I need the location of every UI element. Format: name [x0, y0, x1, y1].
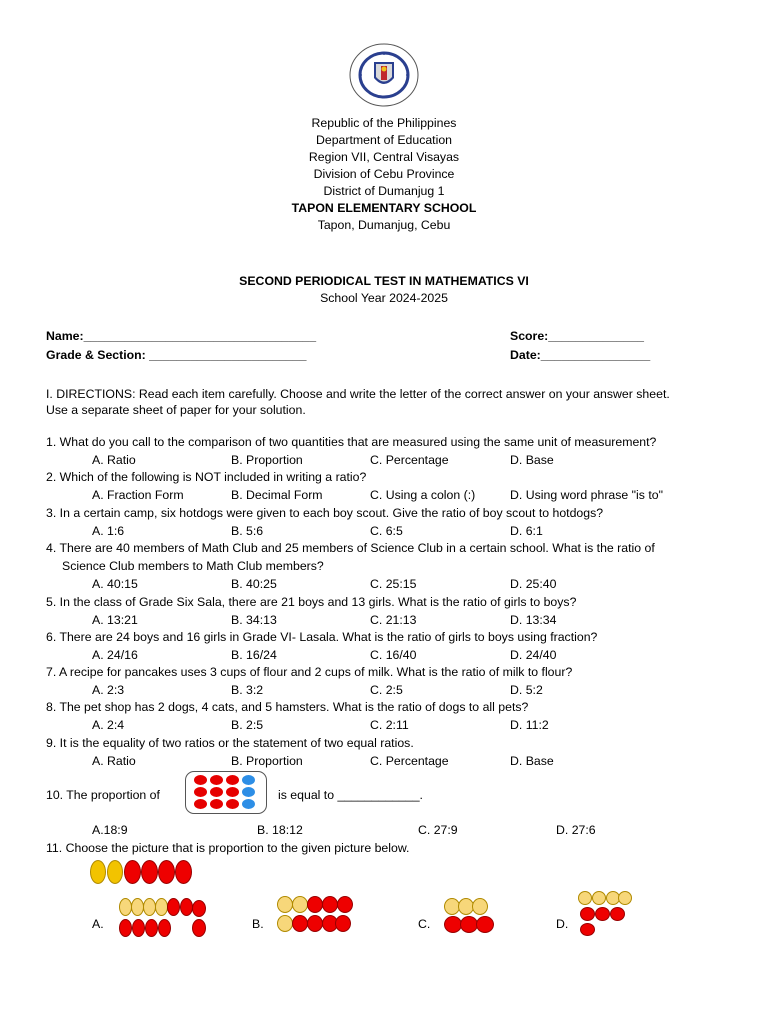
q8-option-c[interactable]: C. 2:11 — [370, 718, 409, 732]
date-field[interactable]: Date:________________ — [510, 348, 651, 362]
question-4: 4. There are 40 members of Math Club and 25 members of Science Club in a certain school. What is the ratio of — [46, 541, 655, 555]
grade-section-field[interactable]: Grade & Section: _______________________ — [46, 348, 307, 362]
score-field[interactable]: Score:______________ — [510, 329, 645, 343]
red-oval — [322, 896, 338, 913]
q5-option-a[interactable]: A. 13:21 — [92, 613, 138, 627]
q5-option-b[interactable]: B. 34:13 — [231, 613, 277, 627]
q11-option-c[interactable]: C. — [418, 917, 431, 931]
test-title: SECOND PERIODICAL TEST IN MATHEMATICS VI — [239, 274, 529, 288]
q1-option-c[interactable]: C. Percentage — [370, 453, 449, 467]
q2-option-c[interactable]: C. Using a colon (:) — [370, 488, 476, 502]
blue-dot — [242, 775, 255, 785]
red-oval — [580, 923, 595, 936]
q11-question: 11. Choose the picture that is proportion to the given picture below. — [46, 841, 410, 855]
red-oval — [192, 919, 206, 937]
question-1: 1. What do you call to the comparison of two quantities that are measured using the same unit of measurement? — [46, 435, 657, 449]
q11-option-b[interactable]: B. — [252, 917, 264, 931]
red-dot — [226, 799, 239, 809]
red-oval — [610, 907, 625, 921]
q11-option-a[interactable]: A. — [92, 917, 104, 931]
q10-suffix: is equal to ____________. — [278, 788, 423, 802]
question-8: 8. The pet shop has 2 dogs, 4 cats, and 5 hamsters. What is the ratio of dogs to all pets? — [46, 700, 529, 714]
yellow-oval — [107, 860, 123, 884]
q6-option-a[interactable]: A. 24/16 — [92, 648, 138, 662]
red-dot — [226, 775, 239, 785]
q9-option-d[interactable]: D. Base — [510, 754, 554, 768]
red-oval — [145, 919, 158, 937]
q9-option-b[interactable]: B. Proportion — [231, 754, 303, 768]
q2-option-d[interactable]: D. Using word phrase "is to" — [510, 488, 663, 502]
q3-option-d[interactable]: D. 6:1 — [510, 524, 543, 538]
red-oval — [167, 898, 180, 916]
red-dot — [210, 787, 223, 797]
q5-option-c[interactable]: C. 21:13 — [370, 613, 417, 627]
q2-option-a[interactable]: A. Fraction Form — [92, 488, 184, 502]
question-2: 2. Which of the following is NOT included in writing a ratio? — [46, 470, 367, 484]
header-block — [0, 115, 768, 234]
q8-option-a[interactable]: A. 2:4 — [92, 718, 125, 732]
q10-prefix: 10. The proportion of — [46, 788, 160, 802]
red-oval — [307, 896, 323, 913]
q9-option-a[interactable]: A. Ratio — [92, 754, 136, 768]
q10-figure — [185, 771, 267, 814]
red-oval — [141, 860, 158, 884]
question-5: 5. In the class of Grade Six Sala, there are 21 boys and 13 girls. What is the ratio of girls to boys? — [46, 595, 577, 609]
q8-option-d[interactable]: D. 11:2 — [510, 718, 549, 732]
q10-option-b[interactable]: B. 18:12 — [257, 823, 303, 837]
question-4-cont: Science Club members to Math Club members? — [62, 559, 324, 573]
header-line: Region VII, Central Visayas — [308, 150, 460, 164]
q6-option-c[interactable]: C. 16/40 — [370, 648, 417, 662]
q4-option-a[interactable]: A. 40:15 — [92, 577, 138, 591]
deped-seal-icon — [348, 42, 420, 108]
red-oval — [175, 860, 192, 884]
red-oval — [476, 916, 494, 933]
q11-option-d[interactable]: D. — [556, 917, 569, 931]
q10-option-d[interactable]: D. 27:6 — [556, 823, 596, 837]
question-7: 7. A recipe for pancakes uses 3 cups of flour and 2 cups of milk. What is the ratio of milk to flour? — [46, 665, 573, 679]
red-dot — [194, 775, 207, 785]
q8-option-b[interactable]: B. 2:5 — [231, 718, 264, 732]
yellow-oval — [578, 891, 592, 905]
name-field[interactable]: Name:__________________________________ — [46, 329, 317, 343]
red-dot — [194, 787, 207, 797]
red-dot — [210, 775, 223, 785]
yellow-oval — [618, 891, 632, 905]
q7-option-c[interactable]: C. 2:5 — [370, 683, 403, 697]
header-line: Department of Education — [315, 133, 453, 147]
q7-option-b[interactable]: B. 3:2 — [231, 683, 264, 697]
deped-seal — [348, 42, 420, 108]
q4-option-b[interactable]: B. 40:25 — [231, 577, 277, 591]
yellow-oval — [90, 860, 106, 884]
q4-option-c[interactable]: C. 25:15 — [370, 577, 417, 591]
q5-option-d[interactable]: D. 13:34 — [510, 613, 557, 627]
blue-dot — [242, 799, 255, 809]
question-9: 9. It is the equality of two ratios or the statement of two equal ratios. — [46, 736, 414, 750]
directions-line-1: I. DIRECTIONS: Read each item carefully. Choose and write the letter of the correct answer on your answer sheet. — [46, 387, 670, 401]
header-line: District of Dumanjug 1 — [323, 184, 445, 198]
red-oval — [337, 896, 353, 913]
q6-option-b[interactable]: B. 16/24 — [231, 648, 277, 662]
header-line: Division of Cebu Province — [313, 167, 455, 181]
q2-option-b[interactable]: B. Decimal Form — [231, 488, 323, 502]
red-dot — [194, 799, 207, 809]
blue-dot — [242, 787, 255, 797]
yellow-oval — [277, 896, 293, 913]
q3-option-a[interactable]: A. 1:6 — [92, 524, 125, 538]
q1-option-d[interactable]: D. Base — [510, 453, 554, 467]
red-dot — [210, 799, 223, 809]
red-oval — [158, 919, 171, 937]
red-oval — [132, 919, 145, 937]
red-oval — [124, 860, 141, 884]
red-oval — [335, 915, 351, 932]
red-oval — [119, 919, 132, 937]
q1-option-a[interactable]: A. Ratio — [92, 453, 136, 467]
q4-option-d[interactable]: D. 25:40 — [510, 577, 557, 591]
question-6: 6. There are 24 boys and 16 girls in Grade VI- Lasala. What is the ratio of girls to boys using fraction? — [46, 630, 598, 644]
yellow-oval — [592, 891, 606, 905]
school-year: School Year 2024-2025 — [320, 291, 448, 305]
q6-option-d[interactable]: D. 24/40 — [510, 648, 557, 662]
red-oval — [158, 860, 175, 884]
q9-option-c[interactable]: C. Percentage — [370, 754, 449, 768]
red-oval — [580, 907, 595, 921]
question-3: 3. In a certain camp, six hotdogs were given to each boy scout. Give the ratio of boy scout to hotdogs? — [46, 506, 604, 520]
q10-option-a[interactable]: A.18:9 — [92, 823, 128, 837]
q7-option-a[interactable]: A. 2:3 — [92, 683, 125, 697]
school-name: TAPON ELEMENTARY SCHOOL — [291, 201, 477, 215]
q7-option-d[interactable]: D. 5:2 — [510, 683, 543, 697]
red-oval — [192, 900, 206, 917]
yellow-oval — [292, 896, 308, 913]
school-address: Tapon, Dumanjug, Cebu — [317, 218, 451, 232]
yellow-oval — [472, 898, 488, 915]
directions-line-2: Use a separate sheet of paper for your solution. — [46, 403, 306, 417]
red-dot — [226, 787, 239, 797]
red-oval — [595, 907, 610, 921]
yellow-oval — [277, 915, 293, 932]
red-oval — [307, 915, 323, 932]
red-oval — [292, 915, 308, 932]
q3-option-c[interactable]: C. 6:5 — [370, 524, 403, 538]
header-line: Republic of the Philippines — [311, 116, 457, 130]
q1-option-b[interactable]: B. Proportion — [231, 453, 303, 467]
q10-option-c[interactable]: C. 27:9 — [418, 823, 458, 837]
q3-option-b[interactable]: B. 5:6 — [231, 524, 264, 538]
